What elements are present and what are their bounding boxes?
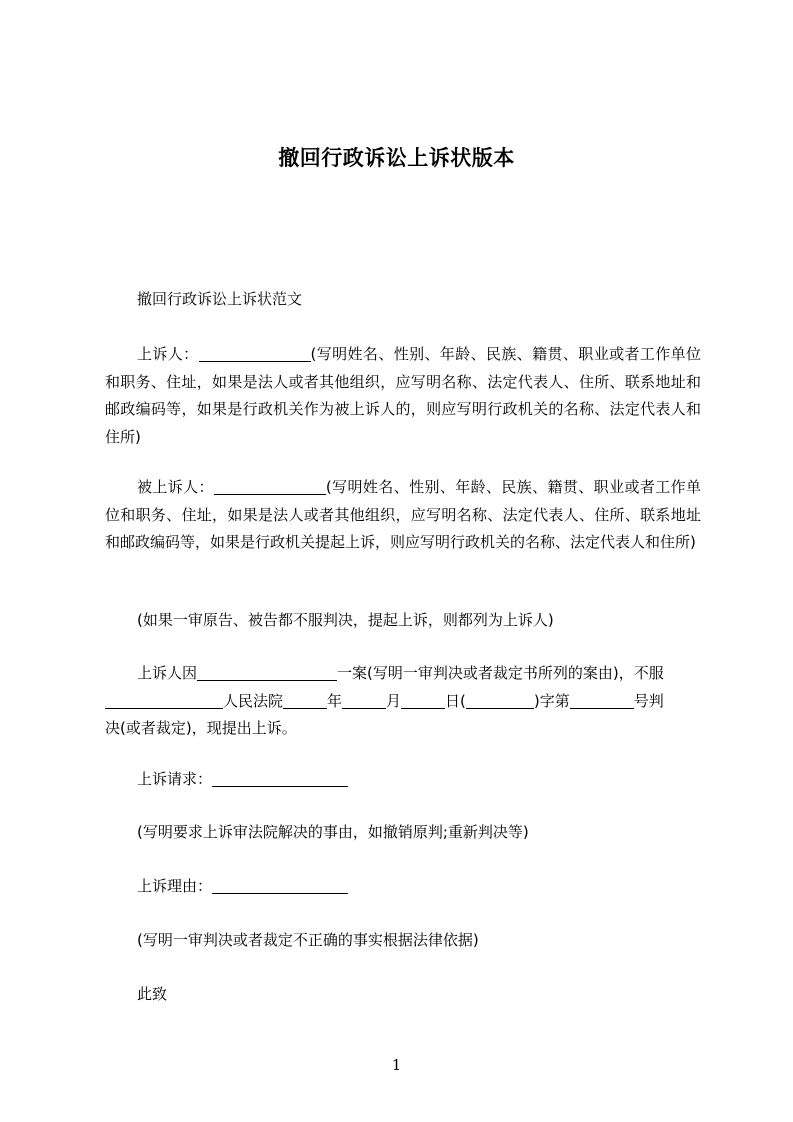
- day-blank: [401, 693, 445, 709]
- cause-text-3: 人民法院: [223, 691, 284, 710]
- reason-label: 上诉理由：: [137, 877, 213, 895]
- cause-text-9: 决(或者裁定)，现提出上诉。: [105, 719, 297, 737]
- reason-line: [105, 873, 701, 901]
- note-both-appeal: (如果一审原告、被告都不服判决，提起上诉，则都列为上诉人): [137, 611, 554, 629]
- request-blank: [212, 771, 348, 787]
- appellee-text: (写明姓名、性别、年龄、民族、籍贯、职业或者工作单位和职务、住址，如果是法人或者其他组织，应写明名称、法定代表人、住所、联系地址和邮政编码等，如果是行政机关提起上诉，则应写明行政机关的名称、法定代表人和住所): [105, 478, 701, 551]
- appellant-paragraph: [105, 341, 701, 451]
- court-blank: [105, 693, 223, 709]
- cause-text-4: 年: [327, 691, 343, 710]
- appellant-blank: [199, 346, 311, 362]
- cause-text-6: 日(: [445, 691, 466, 710]
- appellee-blank: [214, 479, 326, 495]
- request-note: (写明要求上诉审法院解决的事由，如撤销原判;重新判决等): [137, 823, 529, 841]
- appellee-paragraph: [105, 474, 701, 557]
- appellee-label: 被上诉人：: [137, 478, 214, 496]
- page-number: 1: [391, 1056, 402, 1074]
- reason-note: (写明一审判决或者裁定不正确的事实根据法律依据): [137, 931, 479, 949]
- cause-text-8: 号判: [633, 691, 664, 710]
- month-blank: [342, 693, 386, 709]
- year-blank: [283, 693, 327, 709]
- case-name-blank: [197, 665, 337, 681]
- cause-paragraph: [105, 660, 701, 743]
- request-label: 上诉请求：: [137, 770, 213, 788]
- cause-text-2: 一案(写明一审判决或者裁定书所列的案由)，不服: [337, 664, 664, 682]
- appellant-label: 上诉人：: [137, 345, 199, 363]
- request-line: [105, 766, 701, 794]
- cause-text-5: 月: [386, 691, 402, 710]
- closing-text: 此致: [137, 985, 168, 1003]
- cause-text-1: 上诉人因: [137, 664, 198, 682]
- cause-text-7: )字第: [533, 691, 570, 710]
- appellant-text: (写明姓名、性别、年龄、民族、籍贯、职业或者工作单位和职务、住址，如果是法人或者其他组织，应写明名称、法定代表人、住所、联系地址和邮政编码等，如果是行政机关作为被上诉人的，则应写明行政机关的名称、法定代表人和住所): [105, 345, 701, 446]
- document-subtitle: 撤回行政诉讼上诉状范文: [137, 290, 303, 308]
- reason-blank: [212, 878, 348, 894]
- document-title: 撤回行政诉讼上诉状版本: [278, 146, 515, 170]
- code-blank: [466, 693, 534, 709]
- number-blank: [570, 693, 634, 709]
